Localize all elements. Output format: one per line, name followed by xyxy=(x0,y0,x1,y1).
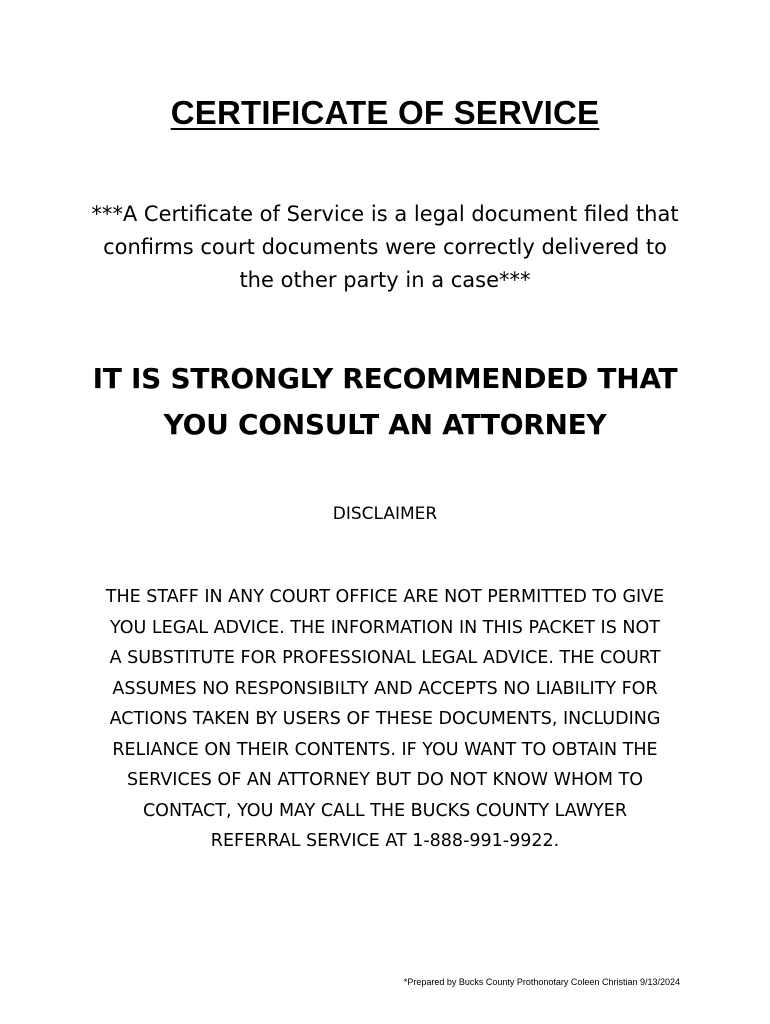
disclaimer-line: YOU LEGAL ADVICE. THE INFORMATION IN THIS PACKET IS NOT xyxy=(110,617,660,638)
disclaimer-line: RELIANCE ON THEIR CONTENTS. IF YOU WANT TO OBTAIN THE xyxy=(112,739,658,760)
document-title: CERTIFICATE OF SERVICE xyxy=(170,94,600,131)
disclaimer-line: SERVICES OF AN ATTORNEY BUT DO NOT KNOW WHOM TO xyxy=(126,770,644,790)
intro-line: ***A Certificate of Service is a legal document filed that xyxy=(91,202,679,226)
disclaimer-line: ACTIONS TAKEN BY USERS OF THESE DOCUMENTS, INCLUDING xyxy=(109,709,661,729)
disclaimer-heading: DISCLAIMER xyxy=(332,504,438,524)
disclaimer-line: THE STAFF IN ANY COURT OFFICE ARE NOT PERMITTED TO GIVE xyxy=(105,587,665,607)
intro-line: the other party in a case*** xyxy=(239,268,531,292)
attorney-recommendation xyxy=(60,356,710,448)
intro-paragraph xyxy=(80,198,690,297)
disclaimer-line: CONTACT, YOU MAY CALL THE BUCKS COUNTY LAWYER xyxy=(142,800,628,821)
recommendation-line: YOU CONSULT AN ATTORNEY xyxy=(163,408,607,441)
intro-line: confirms court documents were correctly delivered to xyxy=(103,235,667,259)
disclaimer-line: REFERRAL SERVICE AT 1-888-991-9922. xyxy=(210,831,560,851)
disclaimer-line: A SUBSTITUTE FOR PROFESSIONAL LEGAL ADVICE. THE COURT xyxy=(109,648,661,668)
disclaimer-body xyxy=(60,582,710,857)
disclaimer-line: ASSUMES NO RESPONSIBILTY AND ACCEPTS NO LIABILITY FOR xyxy=(112,678,658,699)
prepared-by-footer: *Prepared by Bucks County Prothonotary Coleen Christian 9/13/2024 xyxy=(403,977,680,987)
recommendation-line: IT IS STRONGLY RECOMMENDED THAT xyxy=(92,362,678,395)
